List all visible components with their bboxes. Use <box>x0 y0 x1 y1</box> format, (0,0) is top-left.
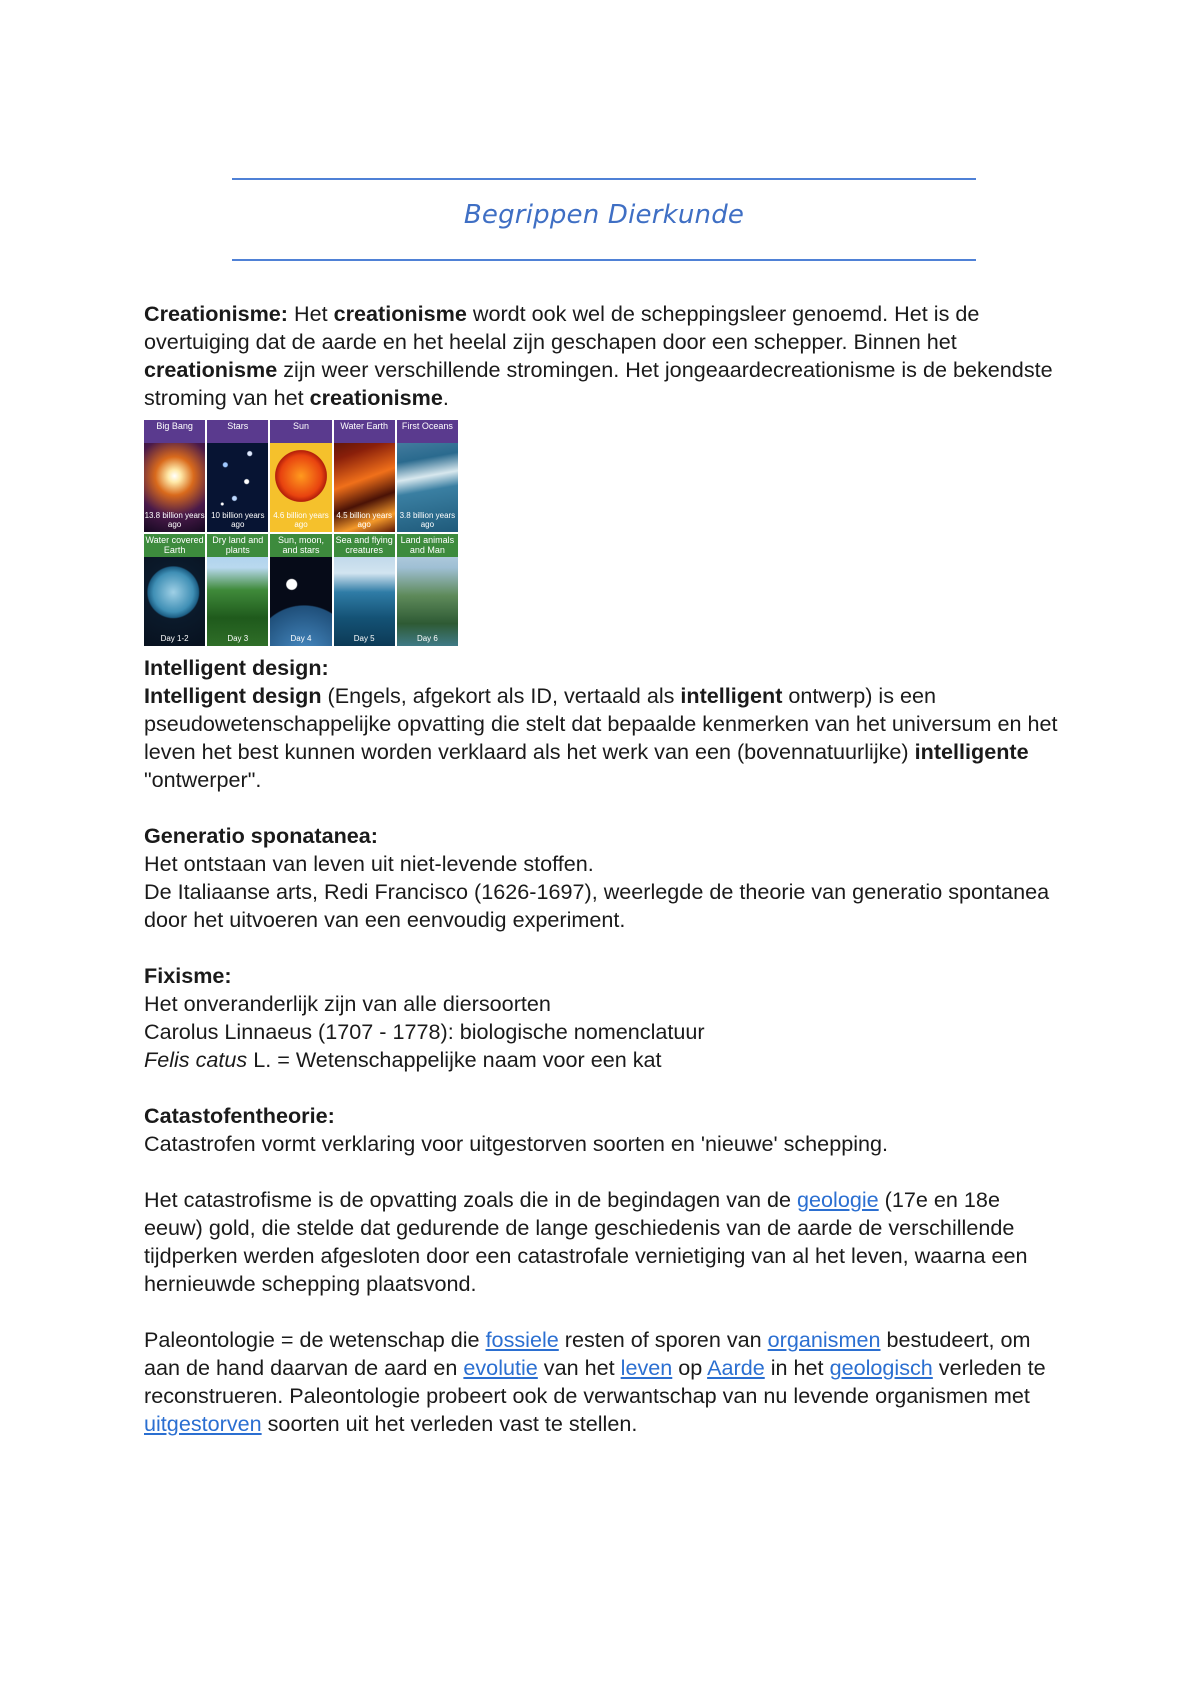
tile-label: Big Bang <box>144 420 205 443</box>
spacer <box>144 1158 1064 1186</box>
text: zijn weer verschillende stromingen. Het jongeaardecreationisme is de bekendste stroming van het <box>144 357 1053 410</box>
paragraph-creationisme <box>144 300 1064 412</box>
title-rule-bottom <box>232 259 976 261</box>
heading-catastrofe <box>144 1102 1064 1130</box>
tile-caption: Day 6 <box>416 634 438 643</box>
plants-image <box>207 534 268 646</box>
tile-caption: 4.5 billion years ago <box>336 511 392 529</box>
tile-caption: 4.6 billion years ago <box>273 511 329 529</box>
text: "ontwerper". <box>144 767 262 792</box>
bold-term: intelligent <box>680 683 783 708</box>
tile-label: Water covered Earth <box>145 535 204 555</box>
paragraph-catastrofisme <box>144 1186 1064 1298</box>
tile-label: Sea and flying creatures <box>334 534 395 557</box>
spacer <box>144 1298 1064 1326</box>
land-animals-image <box>397 534 458 646</box>
text: . <box>442 385 449 410</box>
text: bestudeert, om aan de hand daarvan de aard en <box>144 1327 1031 1380</box>
link-organismen[interactable]: organismen <box>767 1327 881 1352</box>
species-name: Felis catus <box>144 1047 248 1072</box>
text: ontwerp) is een pseudowetenschappelijke opvatting die stelt dat bepaalde kenmerken van het universum en het leven het best kunnen worden verklaard als het werk van een (bovennatuurlijke) <box>144 683 1058 764</box>
tile-label: Dry land and plants <box>207 534 268 557</box>
term-heading: Intelligent design: <box>144 655 329 680</box>
sun-moon-image <box>270 534 331 646</box>
bold-term: intelligente <box>914 739 1029 764</box>
text: op <box>672 1355 708 1380</box>
sun-image <box>270 420 331 532</box>
stars-image <box>207 420 268 532</box>
text: in het <box>764 1355 830 1380</box>
text: soorten uit het verleden vast te stellen. <box>261 1411 638 1436</box>
catastrofe-line-1: Catastrofen vormt verklaring voor uitgestorven soorten en 'nieuwe' schepping. <box>144 1131 889 1156</box>
link-leven[interactable]: leven <box>620 1355 673 1380</box>
oceans-image <box>397 420 458 532</box>
bold-term: creationisme <box>144 357 278 382</box>
bold-term: creationisme <box>309 385 443 410</box>
sea-creatures-image <box>334 534 395 646</box>
tile-caption: 3.8 billion years ago <box>399 511 456 529</box>
text: (Engels, afgekort als ID, vertaald als <box>321 683 681 708</box>
link-aarde[interactable]: Aarde <box>707 1355 765 1380</box>
link-fossiele[interactable]: fossiele <box>485 1327 559 1352</box>
text: verleden te reconstrueren. Paleontologie probeert ook de verwantschap van nu levende organismen met <box>144 1355 1046 1408</box>
fixisme-line-1: Het onveranderlijk zijn van alle diersoorten <box>144 991 551 1016</box>
tile-label: First Oceans <box>397 420 458 443</box>
big-bang-image <box>144 420 205 532</box>
tile-caption: 13.8 billion years ago <box>144 511 205 529</box>
tile-label: Land animals and Man <box>397 534 458 557</box>
tile-caption: 10 billion years ago <box>211 511 265 529</box>
paragraph-paleontologie <box>144 1326 1064 1438</box>
creation-timeline-image <box>144 420 458 646</box>
term-heading: Creationisme: <box>144 301 288 326</box>
tile-caption: Day 3 <box>227 634 249 643</box>
generatio-line-1: Het ontstaan van leven uit niet-levende stoffen. <box>144 851 594 876</box>
molten-earth-image <box>334 420 395 532</box>
link-geologisch[interactable]: geologisch <box>829 1355 933 1380</box>
paragraph-intelligent-design <box>144 682 1064 794</box>
fixisme-line-2: Carolus Linnaeus (1707 - 1778): biologische nomenclatuur <box>144 1019 705 1044</box>
term-heading: Catastofentheorie: <box>144 1103 335 1128</box>
bold-term: creationisme <box>333 301 467 326</box>
tile-label: Stars <box>207 420 268 443</box>
text: Paleontologie = de wetenschap die <box>144 1327 486 1352</box>
tile-caption: Day 1-2 <box>160 634 189 643</box>
text: Het <box>288 301 334 326</box>
term-heading: Generatio sponatanea: <box>144 823 378 848</box>
text: Het catastrofisme is de opvatting zoals die in de begindagen van de <box>144 1187 798 1212</box>
document-title: Begrippen Dierkunde <box>463 200 745 230</box>
tile-caption: Day 5 <box>353 634 375 643</box>
generatio-line-2: De Italiaanse arts, Redi Francisco (1626-1697), weerlegde de theorie van generatio spontanea door het uitvoeren van een eenvoudig experiment. <box>144 879 1050 932</box>
tile-label: Sun, moon, and stars <box>270 534 331 557</box>
text: (17e en 18e eeuw) gold, die stelde dat gedurende de lange geschiedenis van de aarde de verschillende tijdperken werden afgesloten door een catastrofale vernietiging van al het leven, waarna een hernieuwde schepping plaatsvond. <box>144 1187 1028 1296</box>
spacer <box>144 794 1064 822</box>
term-heading: Fixisme: <box>144 963 232 988</box>
heading-generatio <box>144 822 1064 850</box>
water-earth-image <box>144 534 205 646</box>
text: L. = Wetenschappelijke naam voor een kat <box>247 1047 662 1072</box>
link-uitgestorven[interactable]: uitgestorven <box>144 1411 262 1436</box>
spacer <box>144 646 1064 654</box>
heading-intelligent-design <box>144 654 1064 682</box>
heading-fixisme <box>144 962 1064 990</box>
link-geologie[interactable]: geologie <box>797 1187 879 1212</box>
document-body <box>144 300 1064 1438</box>
text: van het <box>537 1355 621 1380</box>
tile-label: Water Earth <box>334 420 395 443</box>
spacer <box>144 934 1064 962</box>
text: wordt ook wel de scheppingsleer genoemd. Het is de overtuiging dat de aarde en het heelal zijn geschapen door een schepper. Binnen het <box>144 301 980 354</box>
spacer <box>144 1074 1064 1102</box>
fixisme-line-3 <box>144 1046 1064 1074</box>
bold-term: Intelligent design <box>144 683 322 708</box>
title-rule-top <box>232 178 976 180</box>
tile-caption: Day 4 <box>290 634 312 643</box>
text: resten of sporen van <box>558 1327 768 1352</box>
link-evolutie[interactable]: evolutie <box>463 1355 538 1380</box>
tile-label: Sun <box>270 420 331 443</box>
